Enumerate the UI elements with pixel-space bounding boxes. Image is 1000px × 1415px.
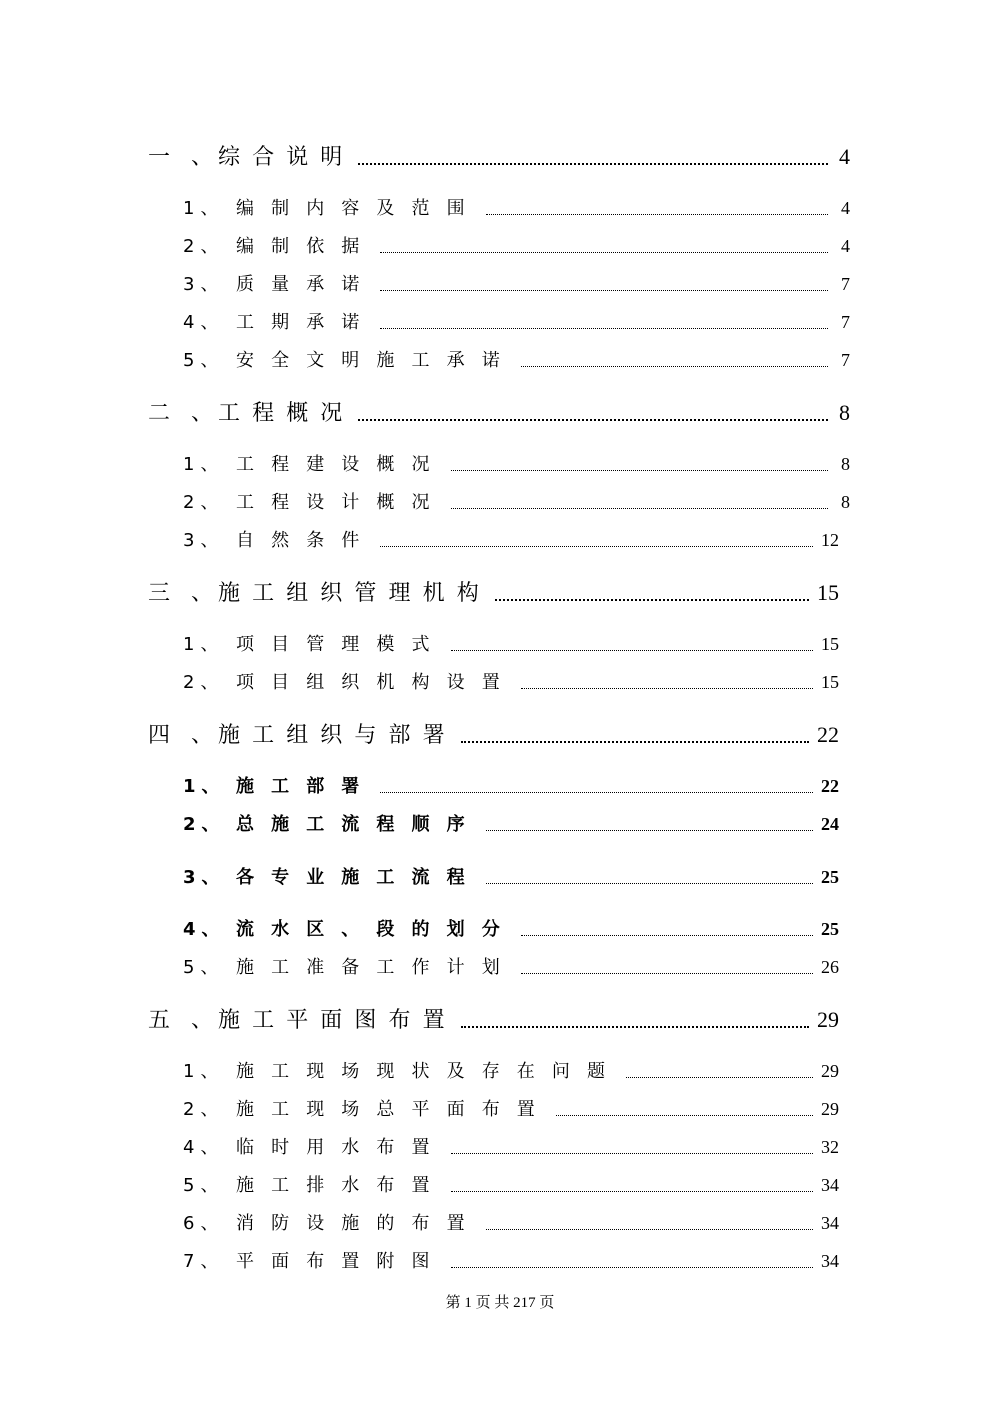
toc-entry-number: 1、 [183, 776, 226, 797]
dot-leader [461, 1025, 809, 1028]
toc-subsection-entry[interactable] [183, 772, 839, 798]
toc-entry-page-number: 25 [821, 919, 839, 939]
toc-entry-page-number: 22 [821, 776, 839, 796]
toc-entry-page-number: 12 [821, 530, 839, 550]
page-footer: 第 1 页 共 217 页 [445, 1295, 555, 1311]
toc-subsection-entry[interactable] [183, 450, 850, 476]
toc-entry-number: 二、 [148, 401, 235, 426]
dot-leader [486, 213, 828, 215]
toc-section-entry[interactable] [148, 718, 839, 749]
toc-entry-title: 施工排水布置 [236, 1175, 447, 1196]
toc-subsection-entry[interactable] [183, 863, 839, 889]
toc-entry-page-number: 8 [841, 454, 850, 474]
dot-leader [626, 1076, 813, 1078]
toc-entry-page-number: 4 [841, 198, 850, 218]
toc-entry-title: 平面布置附图 [236, 1251, 447, 1272]
toc-subsection-entry[interactable] [183, 1171, 839, 1197]
dot-leader [451, 1152, 813, 1154]
toc-subsection-entry[interactable] [183, 915, 839, 941]
toc-entry-title: 施工组织与部署 [218, 723, 457, 748]
toc-entry-number: 1、 [183, 198, 225, 219]
toc-entry-title: 质量承诺 [236, 274, 377, 295]
toc-entry-title: 工期承诺 [236, 312, 377, 333]
toc-entry-number: 四、 [148, 723, 235, 748]
toc-entry-page-number: 29 [821, 1061, 839, 1081]
toc-section-entry[interactable] [148, 576, 839, 607]
dot-leader [486, 1228, 813, 1230]
toc-entry-title: 项目管理模式 [236, 634, 447, 655]
toc-subsection-entry[interactable] [183, 232, 850, 258]
toc-entry-page-number: 7 [841, 274, 850, 294]
toc-entry-title: 工程建设概况 [236, 454, 447, 475]
dot-leader [380, 545, 813, 547]
toc-subsection-entry[interactable] [183, 526, 839, 552]
toc-entry-number: 三、 [148, 581, 235, 606]
toc-subsection-entry[interactable] [183, 270, 850, 296]
toc-entry-number: 2、 [183, 814, 226, 835]
toc-entry-title: 安全文明施工承诺 [236, 350, 517, 371]
toc-subsection-entry[interactable] [183, 668, 839, 694]
toc-entry-title: 施工部署 [236, 776, 377, 797]
toc-entry-page-number: 7 [841, 312, 850, 332]
toc-entry-title: 施工平面图布置 [218, 1008, 457, 1033]
toc-subsection-entry[interactable] [183, 1057, 839, 1083]
dot-leader [451, 507, 828, 509]
dot-leader [358, 418, 828, 421]
toc-entry-number: 5、 [183, 957, 225, 978]
dot-leader [380, 289, 828, 291]
toc-entry-title: 自然条件 [236, 530, 377, 551]
toc-entry-title: 施工现场总平面布置 [236, 1099, 552, 1120]
toc-entry-number: 4、 [183, 312, 225, 333]
toc-entry-title: 综合说明 [218, 145, 355, 170]
toc-entry-number: 一、 [148, 145, 235, 170]
toc-subsection-entry[interactable] [183, 630, 839, 656]
dot-leader [451, 1266, 813, 1268]
toc-subsection-entry[interactable] [183, 194, 850, 220]
toc-entry-title: 施工现场现状及存在问题 [236, 1061, 623, 1082]
dot-leader [521, 365, 828, 367]
dot-leader [495, 598, 809, 601]
toc-entry-title: 施工组织管理机构 [218, 581, 491, 606]
dot-leader [380, 327, 828, 329]
dot-leader [556, 1114, 813, 1116]
toc-entry-number: 3、 [183, 867, 226, 888]
toc-section-entry[interactable] [148, 140, 850, 171]
toc-entry-title: 消防设施的布置 [236, 1213, 482, 1234]
toc-entry-page-number: 4 [841, 236, 850, 256]
dot-leader [380, 251, 828, 253]
toc-entry-page-number: 29 [817, 1007, 839, 1032]
toc-entry-number: 5、 [183, 1175, 225, 1196]
toc-entry-number: 3、 [183, 530, 225, 551]
dot-leader [451, 1190, 813, 1192]
toc-entry-title: 施工准备工作计划 [236, 957, 517, 978]
toc-entry-number: 4、 [183, 919, 226, 940]
dot-leader [486, 829, 813, 831]
toc-entry-title: 编制依据 [236, 236, 377, 257]
toc-entry-page-number: 15 [817, 580, 839, 605]
toc-section-entry[interactable] [148, 1003, 839, 1034]
toc-entry-title: 项目组织机构设置 [236, 672, 517, 693]
toc-entry-number: 2、 [183, 672, 225, 693]
toc-entry-number: 五、 [148, 1008, 235, 1033]
dot-leader [380, 791, 813, 793]
toc-entry-page-number: 22 [817, 722, 839, 747]
toc-entry-number: 1、 [183, 634, 225, 655]
dot-leader [521, 972, 813, 974]
dot-leader [451, 649, 813, 651]
toc-entry-number: 1、 [183, 454, 225, 475]
toc-entry-title: 编制内容及范围 [236, 198, 482, 219]
toc-entry-page-number: 34 [821, 1175, 839, 1195]
toc-entry-title: 流水区、段的划分 [236, 919, 517, 940]
toc-entry-page-number: 32 [821, 1137, 839, 1157]
toc-entry-number: 2、 [183, 1099, 225, 1120]
toc-entry-title: 工程概况 [218, 401, 355, 426]
toc-entry-title: 总施工流程顺序 [236, 814, 482, 835]
toc-entry-title: 各专业施工流程 [236, 867, 482, 888]
toc-entry-title: 临时用水布置 [236, 1137, 447, 1158]
toc-entry-page-number: 24 [821, 814, 839, 834]
toc-subsection-entry[interactable] [183, 810, 839, 836]
toc-entry-number: 1、 [183, 1061, 225, 1082]
toc-entry-page-number: 25 [821, 867, 839, 887]
toc-entry-page-number: 34 [821, 1251, 839, 1271]
dot-leader [521, 934, 813, 936]
toc-entry-page-number: 7 [841, 350, 850, 370]
toc-subsection-entry[interactable] [183, 1247, 839, 1273]
toc-entry-page-number: 15 [821, 634, 839, 654]
dot-leader [358, 162, 828, 165]
dot-leader [521, 687, 813, 689]
toc-entry-number: 2、 [183, 492, 225, 513]
toc-section-entry[interactable] [148, 396, 850, 427]
dot-leader [451, 469, 828, 471]
toc-entry-number: 7、 [183, 1251, 225, 1272]
toc-entry-title: 工程设计概况 [236, 492, 447, 513]
toc-entry-number: 2、 [183, 236, 225, 257]
toc-subsection-entry[interactable] [183, 488, 850, 514]
toc-entry-page-number: 4 [839, 144, 850, 169]
toc-entry-number: 6、 [183, 1213, 225, 1234]
toc-subsection-entry[interactable] [183, 1133, 839, 1159]
toc-entry-page-number: 26 [821, 957, 839, 977]
dot-leader [461, 740, 809, 743]
dot-leader [486, 882, 813, 884]
toc-entry-page-number: 8 [841, 492, 850, 512]
toc-entry-page-number: 15 [821, 672, 839, 692]
toc-entry-number: 5、 [183, 350, 225, 371]
toc-subsection-entry[interactable] [183, 953, 839, 979]
toc-subsection-entry[interactable] [183, 308, 850, 334]
toc-entry-page-number: 29 [821, 1099, 839, 1119]
toc-entry-number: 3、 [183, 274, 225, 295]
toc-entry-number: 4、 [183, 1137, 225, 1158]
toc-entry-page-number: 34 [821, 1213, 839, 1233]
toc-subsection-entry[interactable] [183, 1209, 839, 1235]
toc-subsection-entry[interactable] [183, 1095, 839, 1121]
toc-entry-page-number: 8 [839, 400, 850, 425]
toc-subsection-entry[interactable] [183, 346, 850, 372]
